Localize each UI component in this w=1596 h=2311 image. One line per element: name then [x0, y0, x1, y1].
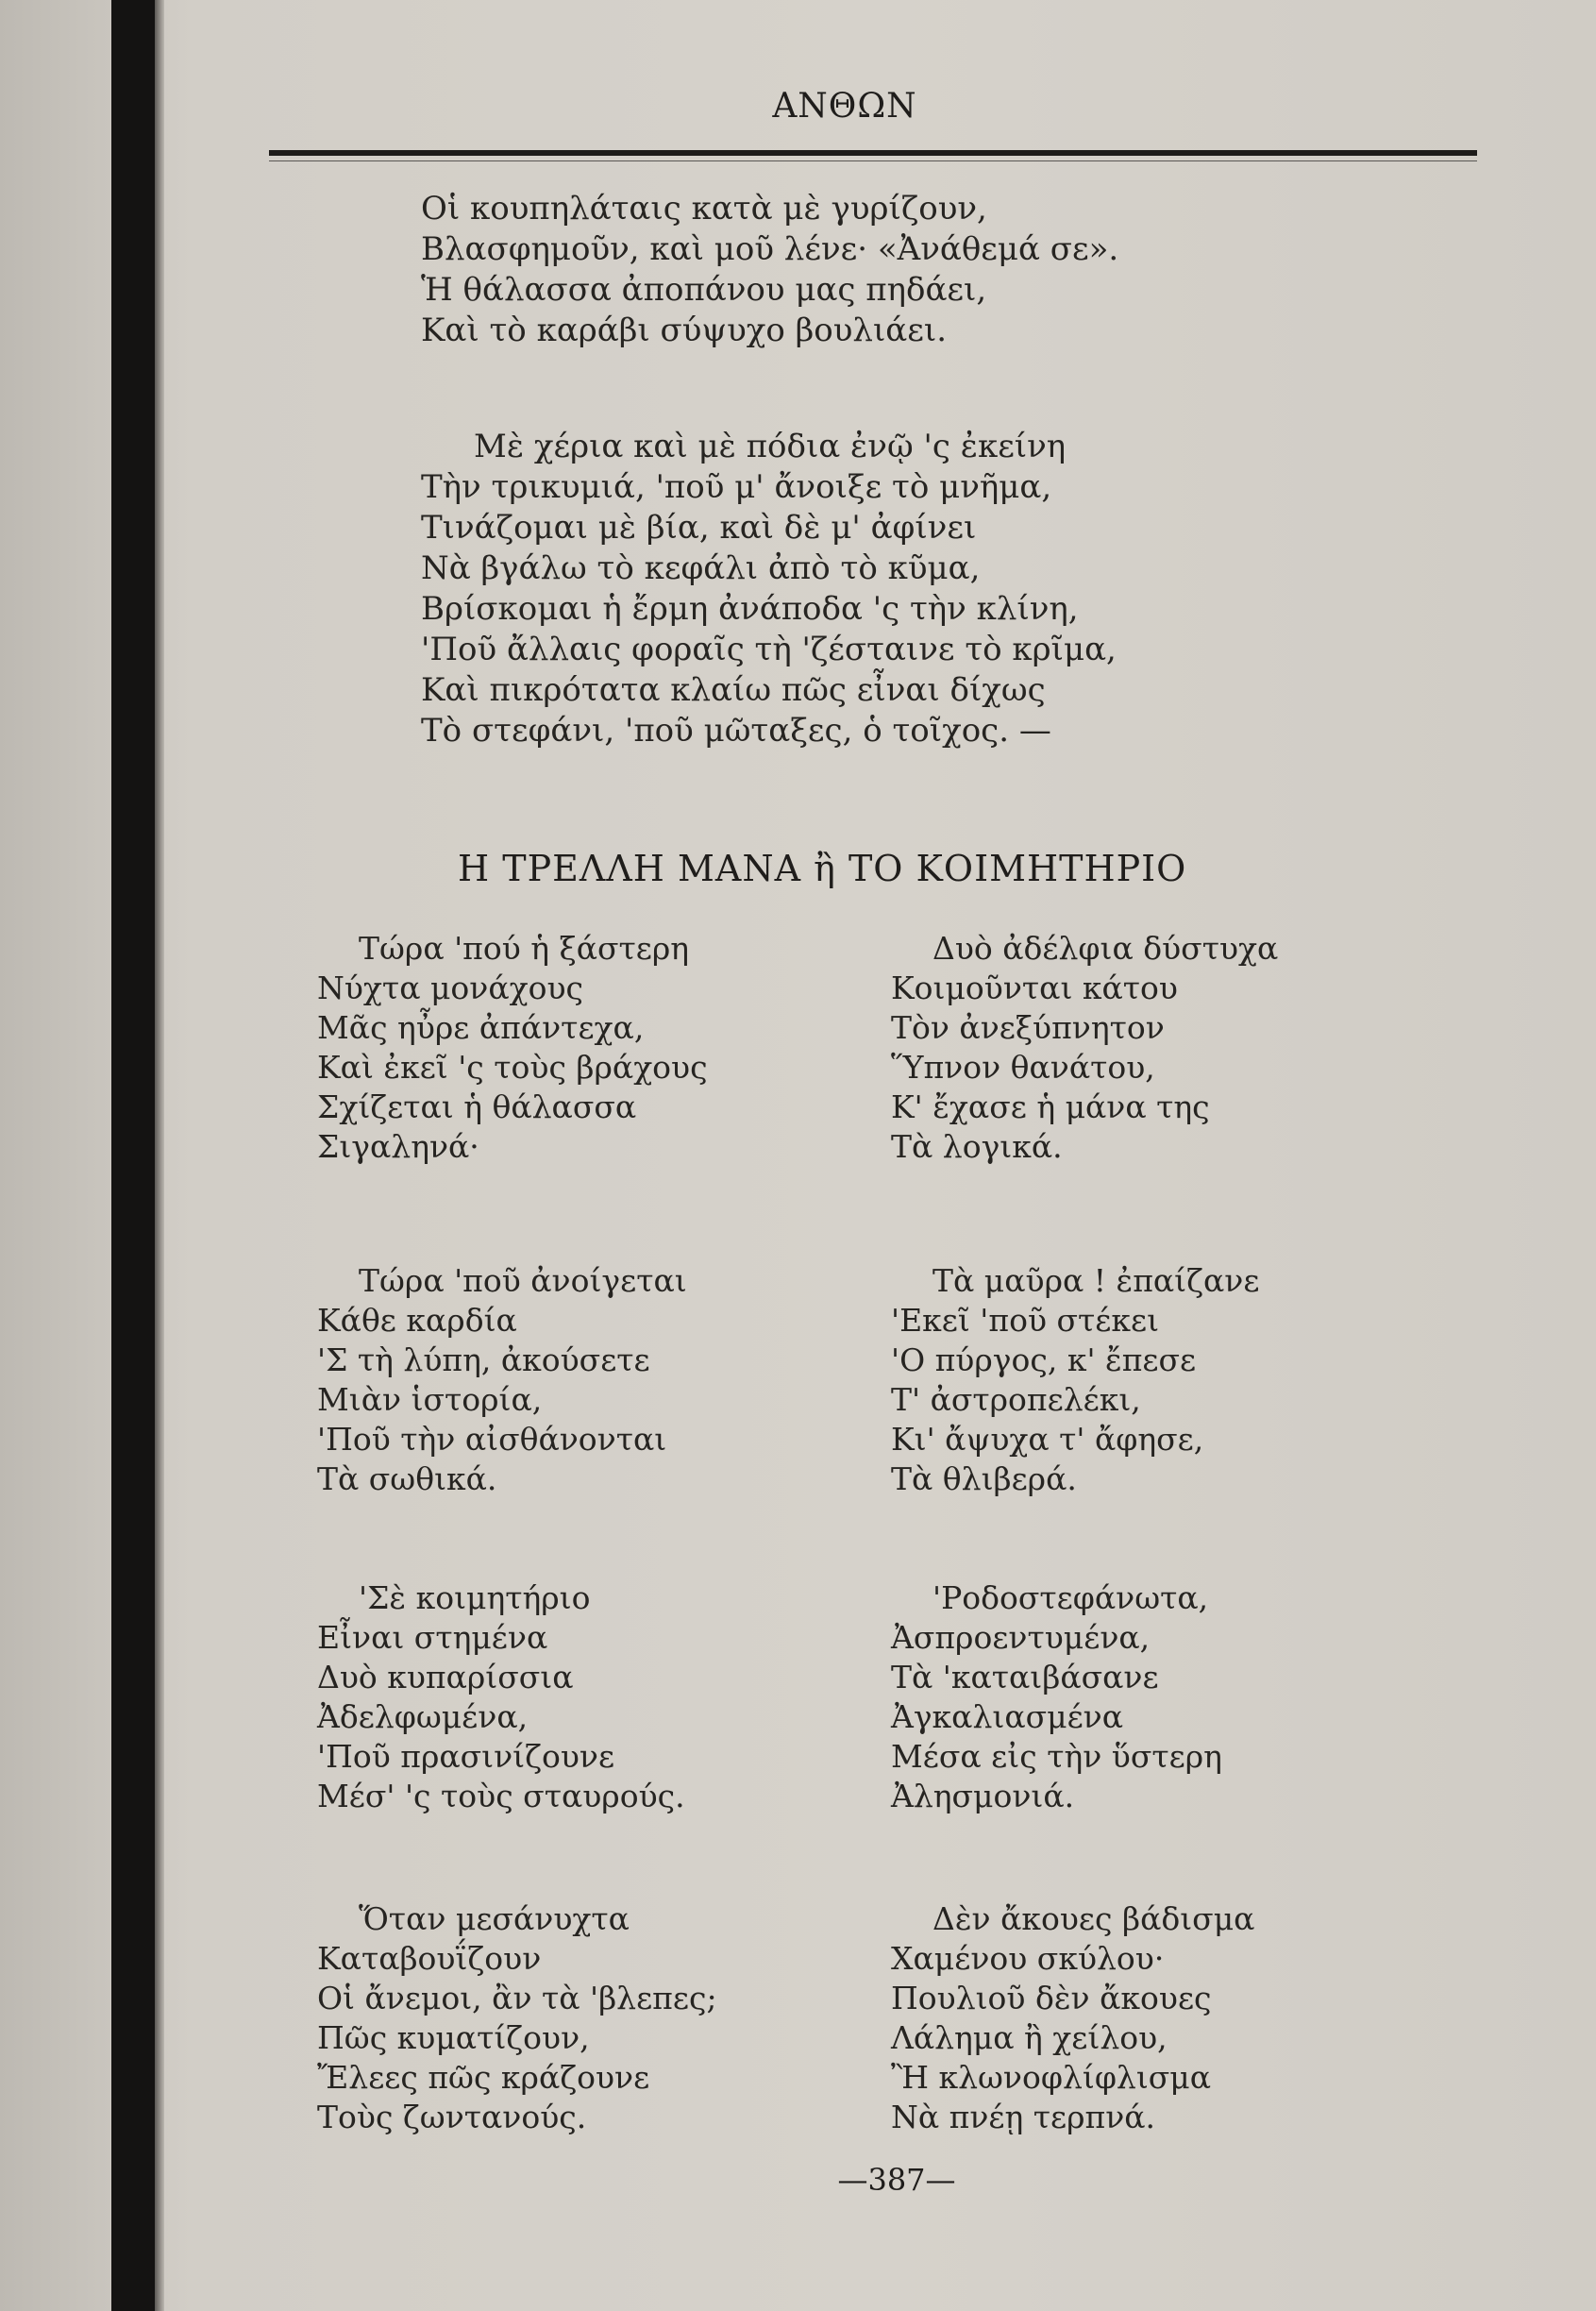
verse-line: Τὰ 'καταιβάσανε [891, 1659, 1159, 1695]
verse-line: 'Ποῦ τὴν αἰσθάνονται [317, 1421, 667, 1458]
verse-line: Βλασφημοῦν, καὶ μοῦ λένε· «Ἀνάθεμά σε». [421, 230, 1119, 268]
verse-line: 'Σ τὴ λύπη, ἀκούσετε [317, 1341, 650, 1378]
verse-line: Τὰ λογικά. [891, 1128, 1063, 1165]
header-rule-thin [269, 160, 1477, 161]
verse-line: Ἔλεες πῶς κράζουνε [317, 2059, 650, 2096]
verse-line: Μᾶς ηὖρε ἀπάντεχα, [317, 1009, 645, 1046]
verse-line: Τὰ θλιβερά. [891, 1460, 1077, 1497]
left-stanza-3 [317, 1578, 827, 1816]
verse-line: Τώρα 'πού ἡ ξάστερη [359, 930, 690, 967]
verse-line: Νὰ πνέῃ τερπνά. [891, 2099, 1156, 2135]
verse-line: Καταβουΐζουν [317, 1940, 542, 1977]
verse-line: Ἀσπροεντυμένα, [891, 1619, 1151, 1656]
verse-line: Μέσα εἰς τὴν ὕστερη [891, 1738, 1222, 1775]
verse-line: Βρίσκομαι ἡ ἔρμη ἀνάποδα 'ς τὴν κλίνη, [421, 590, 1079, 628]
verse-line: Λάλημα ἢ χείλου, [891, 2019, 1168, 2056]
verse-line: Κ' ἔχασε ἡ μάνα της [891, 1088, 1210, 1125]
verse-line: Χαμένου σκύλου· [891, 1940, 1165, 1977]
verse-line: Μιὰν ἱστορία, [317, 1381, 543, 1418]
top-poem-stanza-1 [421, 189, 1459, 351]
verse-line: Σχίζεται ἡ θάλασσα [317, 1088, 637, 1125]
verse-line: 'Ποῦ ἄλλαις φοραῖς τὴ 'ζέσταινε τὸ κρῖμα, [421, 631, 1117, 668]
verse-line: Πουλιοῦ δὲν ἄκουες [891, 1980, 1212, 2016]
verse-line: Καὶ ἐκεῖ 'ς τοὺς βράχους [317, 1049, 708, 1086]
book-binding-shadow [111, 0, 155, 2311]
right-stanza-3 [891, 1578, 1420, 1816]
verse-line: Ἀδελφωμένα, [317, 1698, 529, 1735]
verse-line: Τοὺς ζωντανούς. [317, 2099, 587, 2135]
verse-line: Ἢ κλωνοφλίφλισμα [891, 2059, 1212, 2096]
verse-line: 'Ο πύργος, κ' ἔπεσε [891, 1341, 1197, 1378]
verse-line: Καὶ πικρότατα κλαίω πῶς εἶναι δίχως [421, 671, 1046, 709]
verse-line: Ὅταν μεσάνυχτα [359, 1900, 630, 1937]
verse-line: Τινάζομαι μὲ βία, καὶ δὲ μ' ἀφίνει [421, 509, 977, 547]
verse-line: 'Ροδοστεφάνωτα, [932, 1579, 1209, 1616]
verse-line: Ἡ θάλασσα ἀποπάνου μας πηδάει, [421, 271, 987, 309]
header-rule [269, 150, 1477, 156]
verse-line: 'Σὲ κοιμητήριο [359, 1579, 591, 1616]
running-head: ΑΝΘΩΝ [772, 87, 917, 126]
verse-line: Κάθε καρδία [317, 1302, 517, 1339]
top-poem-stanza-2 [421, 427, 1459, 751]
verse-line: Μὲ χέρια καὶ μὲ πόδια ἐνῷ 'ς ἐκείνη [474, 428, 1067, 465]
verse-line: Πῶς κυματίζουν, [317, 2019, 590, 2056]
verse-line: Τὸν ἀνεξύπνητον [891, 1009, 1165, 1046]
verse-line: Δὲν ἄκουες βάδισμα [932, 1900, 1255, 1937]
verse-line: Κοιμοῦνται κάτου [891, 970, 1178, 1006]
verse-line: Οἱ κουπηλάταις κατὰ μὲ γυρίζουν, [421, 190, 987, 228]
verse-line: Τὸ στεφάνι, 'ποῦ μῶταξες, ὁ τοῖχος. — [421, 712, 1051, 750]
verse-line: Νύχτα μονάχους [317, 970, 584, 1006]
verse-line: Τὰ μαῦρα ! ἐπαίζανε [932, 1262, 1260, 1299]
verse-line: Σιγαληνά· [317, 1128, 479, 1165]
poem-title: Η ΤΡΕΛΛΗ ΜΑΝΑ ἢ ΤΟ ΚΟΙΜΗΤΗΡΙΟ [458, 848, 1187, 889]
verse-line: Οἱ ἄνεμοι, ἂν τὰ 'βλεπες; [317, 1980, 717, 2016]
verse-line: Δυὸ κυπαρίσσια [317, 1659, 574, 1695]
verse-line: Κι' ἄψυχα τ' ἄφησε, [891, 1421, 1204, 1458]
verse-line: Ὕπνον θανάτου, [891, 1049, 1155, 1086]
verse-line: Μέσ' 'ς τοὺς σταυρούς. [317, 1778, 685, 1814]
verse-line: Νὰ βγάλω τὸ κεφάλι ἀπὸ τὸ κῦμα, [421, 549, 981, 587]
left-stanza-2 [317, 1261, 827, 1499]
right-stanza-4 [891, 1899, 1420, 2137]
verse-line: Τώρα 'ποῦ ἀνοίγεται [359, 1262, 687, 1299]
verse-line: Ἀγκαλιασμένα [891, 1698, 1124, 1735]
verse-line: Τὴν τρικυμιά, 'ποῦ μ' ἄνοιξε τὸ μνῆμα, [421, 468, 1052, 506]
verse-line: 'Εκεῖ 'ποῦ στέκει [891, 1302, 1160, 1339]
verse-line: Καὶ τὸ καράβι σύψυχο βουλιάει. [421, 312, 948, 349]
verse-line: 'Ποῦ πρασινίζουνε [317, 1738, 615, 1775]
right-stanza-2 [891, 1261, 1420, 1499]
left-stanza-1 [317, 929, 827, 1167]
verse-line: Δυὸ ἀδέλφια δύστυχα [932, 930, 1279, 967]
left-stanza-4 [317, 1899, 827, 2137]
page-number: —387— [837, 2162, 956, 2198]
binding-edge [155, 0, 164, 2311]
verse-line: Τ' ἀστροπελέκι, [891, 1381, 1141, 1418]
verse-line: Εἶναι στημένα [317, 1619, 548, 1656]
verse-line: Ἀλησμονιά. [891, 1778, 1075, 1814]
right-stanza-1 [891, 929, 1420, 1167]
verse-line: Τὰ σωθικά. [317, 1460, 497, 1497]
